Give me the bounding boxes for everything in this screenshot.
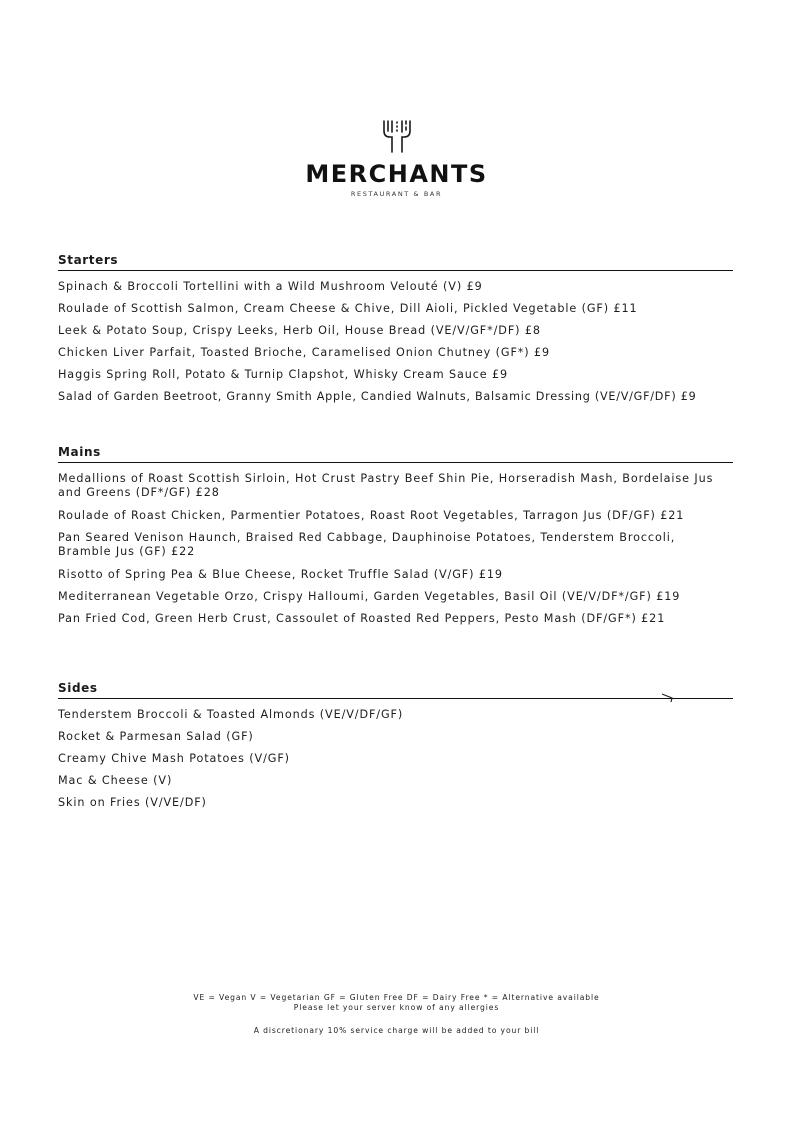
mains-list	[58, 472, 733, 626]
menu-item: Leek & Potato Soup, Crispy Leeks, Herb Oil, House Bread (VE/V/GF*/DF) £8	[58, 324, 541, 337]
mains-section	[58, 445, 733, 634]
cutlery-emblem-icon	[380, 118, 414, 154]
menu-item: Medallions of Roast Scottish Sirloin, Hot Crust Pastry Beef Shin Pie, Horseradish Mash, Bordelaise Jus and Greens (DF*/GF) £28	[58, 472, 714, 499]
menu-item: Spinach & Broccoli Tortellini with a Wild Mushroom Velouté (V) £9	[58, 280, 483, 293]
stray-mark	[660, 690, 676, 704]
sides-list	[58, 708, 733, 810]
menu-item: Mediterranean Vegetable Orzo, Crispy Halloumi, Garden Vegetables, Basil Oil (VE/V/DF*/GF) £19	[58, 590, 681, 603]
starters-heading: Starters	[58, 253, 733, 271]
menu-item: Haggis Spring Roll, Potato & Turnip Clapshot, Whisky Cream Sauce £9	[58, 368, 509, 381]
menu-item: Rocket & Parmesan Salad (GF)	[58, 730, 254, 743]
menu-item: Chicken Liver Parfait, Toasted Brioche, Caramelised Onion Chutney (GF*) £9	[58, 346, 551, 359]
service-charge-note: A discretionary 10% service charge will be added to your bill	[253, 1026, 540, 1035]
menu-item: Roulade of Scottish Salmon, Cream Cheese & Chive, Dill Aioli, Pickled Vegetable (GF) £11	[58, 302, 638, 315]
menu-item: Salad of Garden Beetroot, Granny Smith Apple, Candied Walnuts, Balsamic Dressing (VE/V/GF/DF) £9	[58, 390, 697, 403]
restaurant-logo	[0, 118, 793, 198]
brand-name: MERCHANTS	[305, 160, 488, 188]
menu-item: Skin on Fries (V/VE/DF)	[58, 796, 207, 809]
sides-heading: Sides	[58, 681, 733, 699]
starters-section	[58, 253, 733, 412]
mains-heading: Mains	[58, 445, 733, 463]
menu-item: Pan Seared Venison Haunch, Braised Red Cabbage, Dauphinoise Potatoes, Tenderstem Broccoli, Bramble Jus (GF) £22	[58, 531, 676, 558]
menu-item: Roulade of Roast Chicken, Parmentier Potatoes, Roast Root Vegetables, Tarragon Jus (DF/GF) £21	[58, 509, 685, 522]
menu-item: Tenderstem Broccoli & Toasted Almonds (VE/V/DF/GF)	[58, 708, 404, 721]
menu-footer	[0, 993, 793, 1036]
brand-tagline: RESTAURANT & BAR	[350, 190, 443, 198]
menu-item: Creamy Chive Mash Potatoes (V/GF)	[58, 752, 290, 765]
menu-item: Pan Fried Cod, Green Herb Crust, Cassoulet of Roasted Red Peppers, Pesto Mash (DF/GF*) £21	[58, 612, 666, 625]
allergy-note: Please let your server know of any allergies	[293, 1003, 500, 1012]
dietary-key: VE = Vegan V = Vegetarian GF = Gluten Free DF = Dairy Free * = Alternative available	[193, 993, 600, 1002]
menu-item: Risotto of Spring Pea & Blue Cheese, Rocket Truffle Salad (V/GF) £19	[58, 568, 503, 581]
menu-item: Mac & Cheese (V)	[58, 774, 173, 787]
starters-list	[58, 280, 733, 404]
sides-section	[58, 681, 733, 818]
